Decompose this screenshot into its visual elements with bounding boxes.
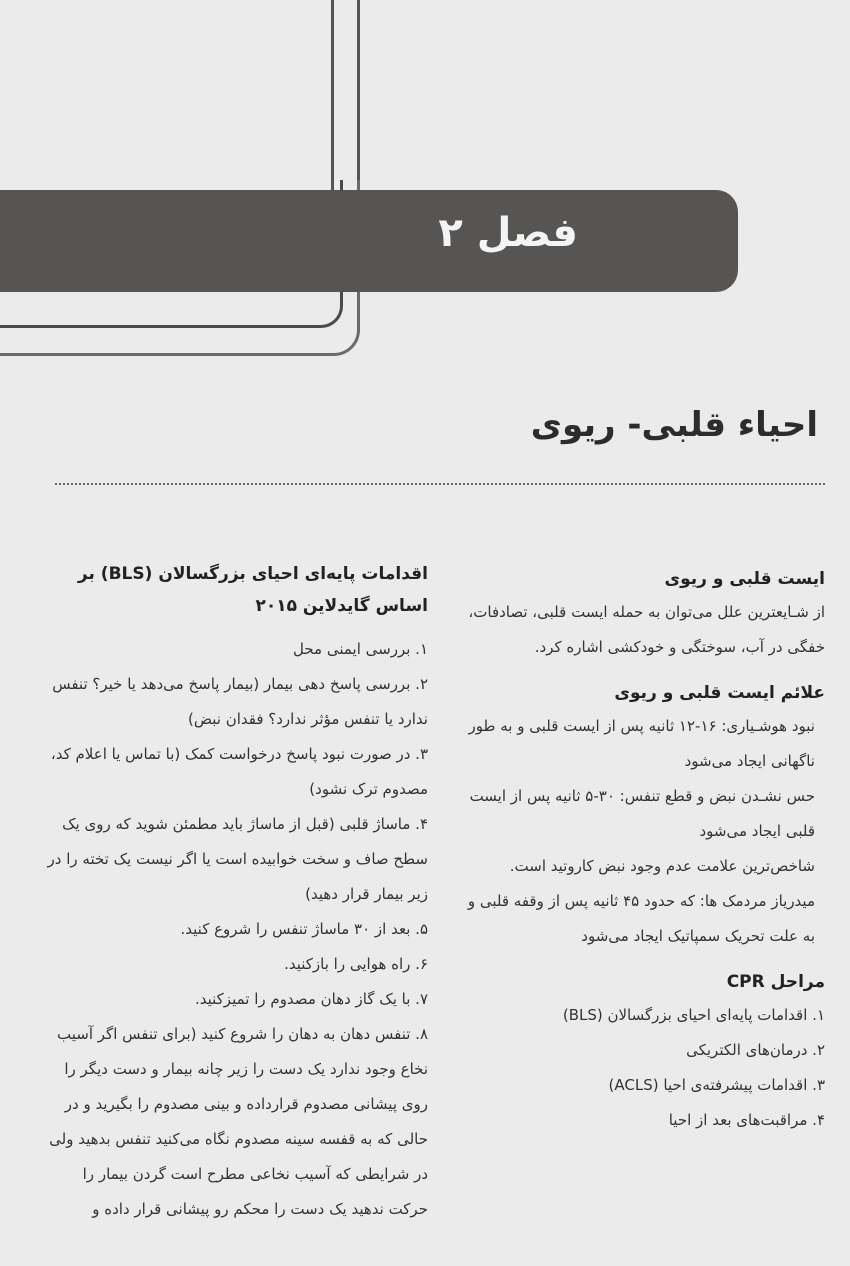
list-item: نبود هوشـیاری: ۱۶-۱۲ ثانیه پس از ایست قلبی و به طور ناگهانی ایجاد می‌شود bbox=[468, 717, 815, 770]
chapter-banner bbox=[0, 190, 738, 292]
list-item: حس نشـدن نبض و قطع تنفس: ۳۰-۵ ثانیه پس از ایست قلبی ایجاد می‌شود bbox=[469, 787, 815, 840]
cpr-stages-list bbox=[455, 998, 825, 1138]
list-item: ۳. اقدامات پیشرفته‌ی احیا (ACLS) bbox=[608, 1076, 825, 1094]
list-item: ۶. راه هوایی را بازکنید. bbox=[284, 955, 428, 973]
list-item: شاخص‌ترین علامت عدم وجود نبض کاروتید است. bbox=[509, 857, 815, 875]
list-item: ۵. بعد از ۳۰ ماساژ تنفس را شروع کنید. bbox=[180, 920, 428, 938]
cpr-stages-heading: مراحل CPR bbox=[726, 972, 825, 992]
list-item: میدریاز مردمک ها: که حدود ۴۵ ثانیه پس از وقفه قلبی و به علت تحریک سمپاتیک ایجاد می‌شود bbox=[467, 892, 815, 945]
chapter-label: فصل ۲ bbox=[438, 210, 578, 256]
bls-steps-list bbox=[40, 632, 428, 1227]
signs-heading: علائم ایست قلبی و ریوی bbox=[614, 683, 825, 703]
chapter-title: احیاء قلبی- ریوی bbox=[530, 405, 818, 445]
list-item: ۱. اقدامات پایه‌ای احیای بزرگسالان (BLS) bbox=[562, 1006, 825, 1024]
bls-heading: اقدامات پایه‌ای احیای بزرگسالان (BLS) بر اساس گایدلاین ۲۰۱۵ bbox=[77, 564, 428, 616]
list-item: ۲. درمان‌های الکتریکی bbox=[686, 1041, 825, 1059]
list-item: ۸. تنفس دهان به دهان را شروع کنید (برای تنفس اگر آسیب نخاع وجود ندارد یک دست را زیر چانه بیمار و دست دیگر را روی پیشانی مصدوم قرارداده و بینی مصدوم را بگیرید و در حالی که به قفسه سینه مصدوم نگاه می‌کنید تنفس بدهید ولی در شرایطی که آسیب نخاعی مطرح است گردن بیمار را حرکت ندهید یک دست را محکم رو پیشانی قرار داده و bbox=[49, 1025, 428, 1218]
right-column bbox=[455, 563, 825, 1138]
frame-line-inner bbox=[331, 0, 334, 190]
dotted-divider bbox=[55, 483, 825, 485]
list-item: ۷. با یک گاز دهان مصدوم را تمیزکنید. bbox=[194, 990, 428, 1008]
list-item: ۳. در صورت نبود پاسخ درخواست کمک (با تماس یا اعلام کد، مصدوم ترک نشود) bbox=[50, 745, 428, 798]
cardiac-arrest-text: از شـایعترین علل می‌توان به حمله ایست قلبی، تصادفات، خفگی در آب، سوختگی و خودکشی اشاره کرد. bbox=[468, 603, 825, 656]
frame-line-outer bbox=[357, 0, 360, 190]
list-item: ۱. بررسی ایمنی محل bbox=[292, 640, 428, 658]
list-item: ۲. بررسی پاسخ دهی بیمار (بیمار پاسخ می‌دهد یا خیر؟ تنفس ندارد یا تنفس مؤثر ندارد؟ فقدان نبض) bbox=[52, 675, 428, 728]
cardiac-arrest-heading: ایست قلبی و ریوی bbox=[664, 569, 825, 589]
list-item: ۴. مراقبت‌های بعد از احیا bbox=[668, 1111, 825, 1129]
signs-list bbox=[455, 709, 825, 954]
left-column bbox=[40, 558, 428, 1227]
list-item: ۴. ماساژ قلبی (قبل از ماساژ باید مطمئن شوید که روی یک سطح صاف و سخت خوابیده است یا اگر نیست یک تخته را در زیر بیمار قرار دهید) bbox=[47, 815, 428, 903]
